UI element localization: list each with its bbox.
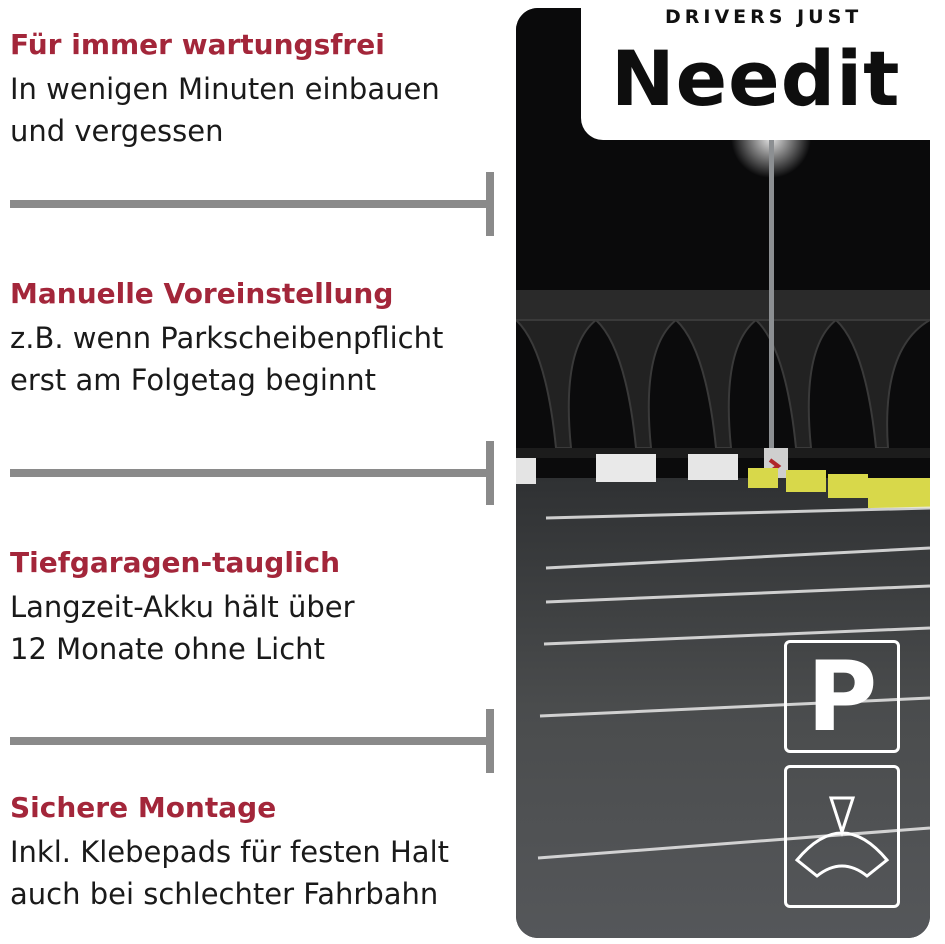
feature-title: Manuelle Voreinstellung [10, 277, 394, 310]
feature-line: In wenigen Minuten einbauen [10, 72, 440, 106]
feature-line: 12 Monate ohne Licht [10, 632, 325, 666]
parking-letter: P [806, 641, 878, 753]
brand-tagline: DRIVERS JUST [665, 6, 863, 28]
feature-line: z.B. wenn Parkscheibenpflicht [10, 321, 444, 355]
divider [10, 172, 493, 236]
brand-header [581, 0, 945, 140]
feature-line: und vergessen [10, 114, 224, 148]
parking-disc-drawing [787, 768, 897, 905]
feature-description [10, 586, 490, 670]
feature-line: Inkl. Klebepads für festen Halt [10, 835, 450, 869]
divider-cap [486, 709, 494, 773]
divider-cap [486, 172, 494, 236]
feature-title: Tiefgaragen-tauglich [10, 546, 341, 579]
feature-description [10, 831, 490, 915]
feature-title: Sichere Montage [10, 791, 277, 824]
divider-bar [10, 737, 486, 745]
feature-3 [10, 546, 490, 670]
feature-1 [10, 28, 490, 152]
feature-line: erst am Folgetag beginnt [10, 363, 377, 397]
feature-title: Für immer wartungsfrei [10, 28, 385, 61]
divider [10, 709, 493, 773]
divider [10, 441, 493, 505]
feature-4 [10, 791, 490, 915]
feature-2 [10, 277, 490, 401]
parking-sign-icon [784, 640, 900, 753]
feature-line: auch bei schlechter Fahrbahn [10, 877, 439, 911]
feature-description [10, 68, 490, 152]
divider-cap [486, 441, 494, 505]
feature-description [10, 317, 490, 401]
feature-line: Langzeit-Akku hält über [10, 590, 355, 624]
divider-bar [10, 469, 486, 477]
parking-disc-icon [784, 765, 900, 908]
brand-logo: Needit [611, 34, 901, 123]
divider-bar [10, 200, 486, 208]
